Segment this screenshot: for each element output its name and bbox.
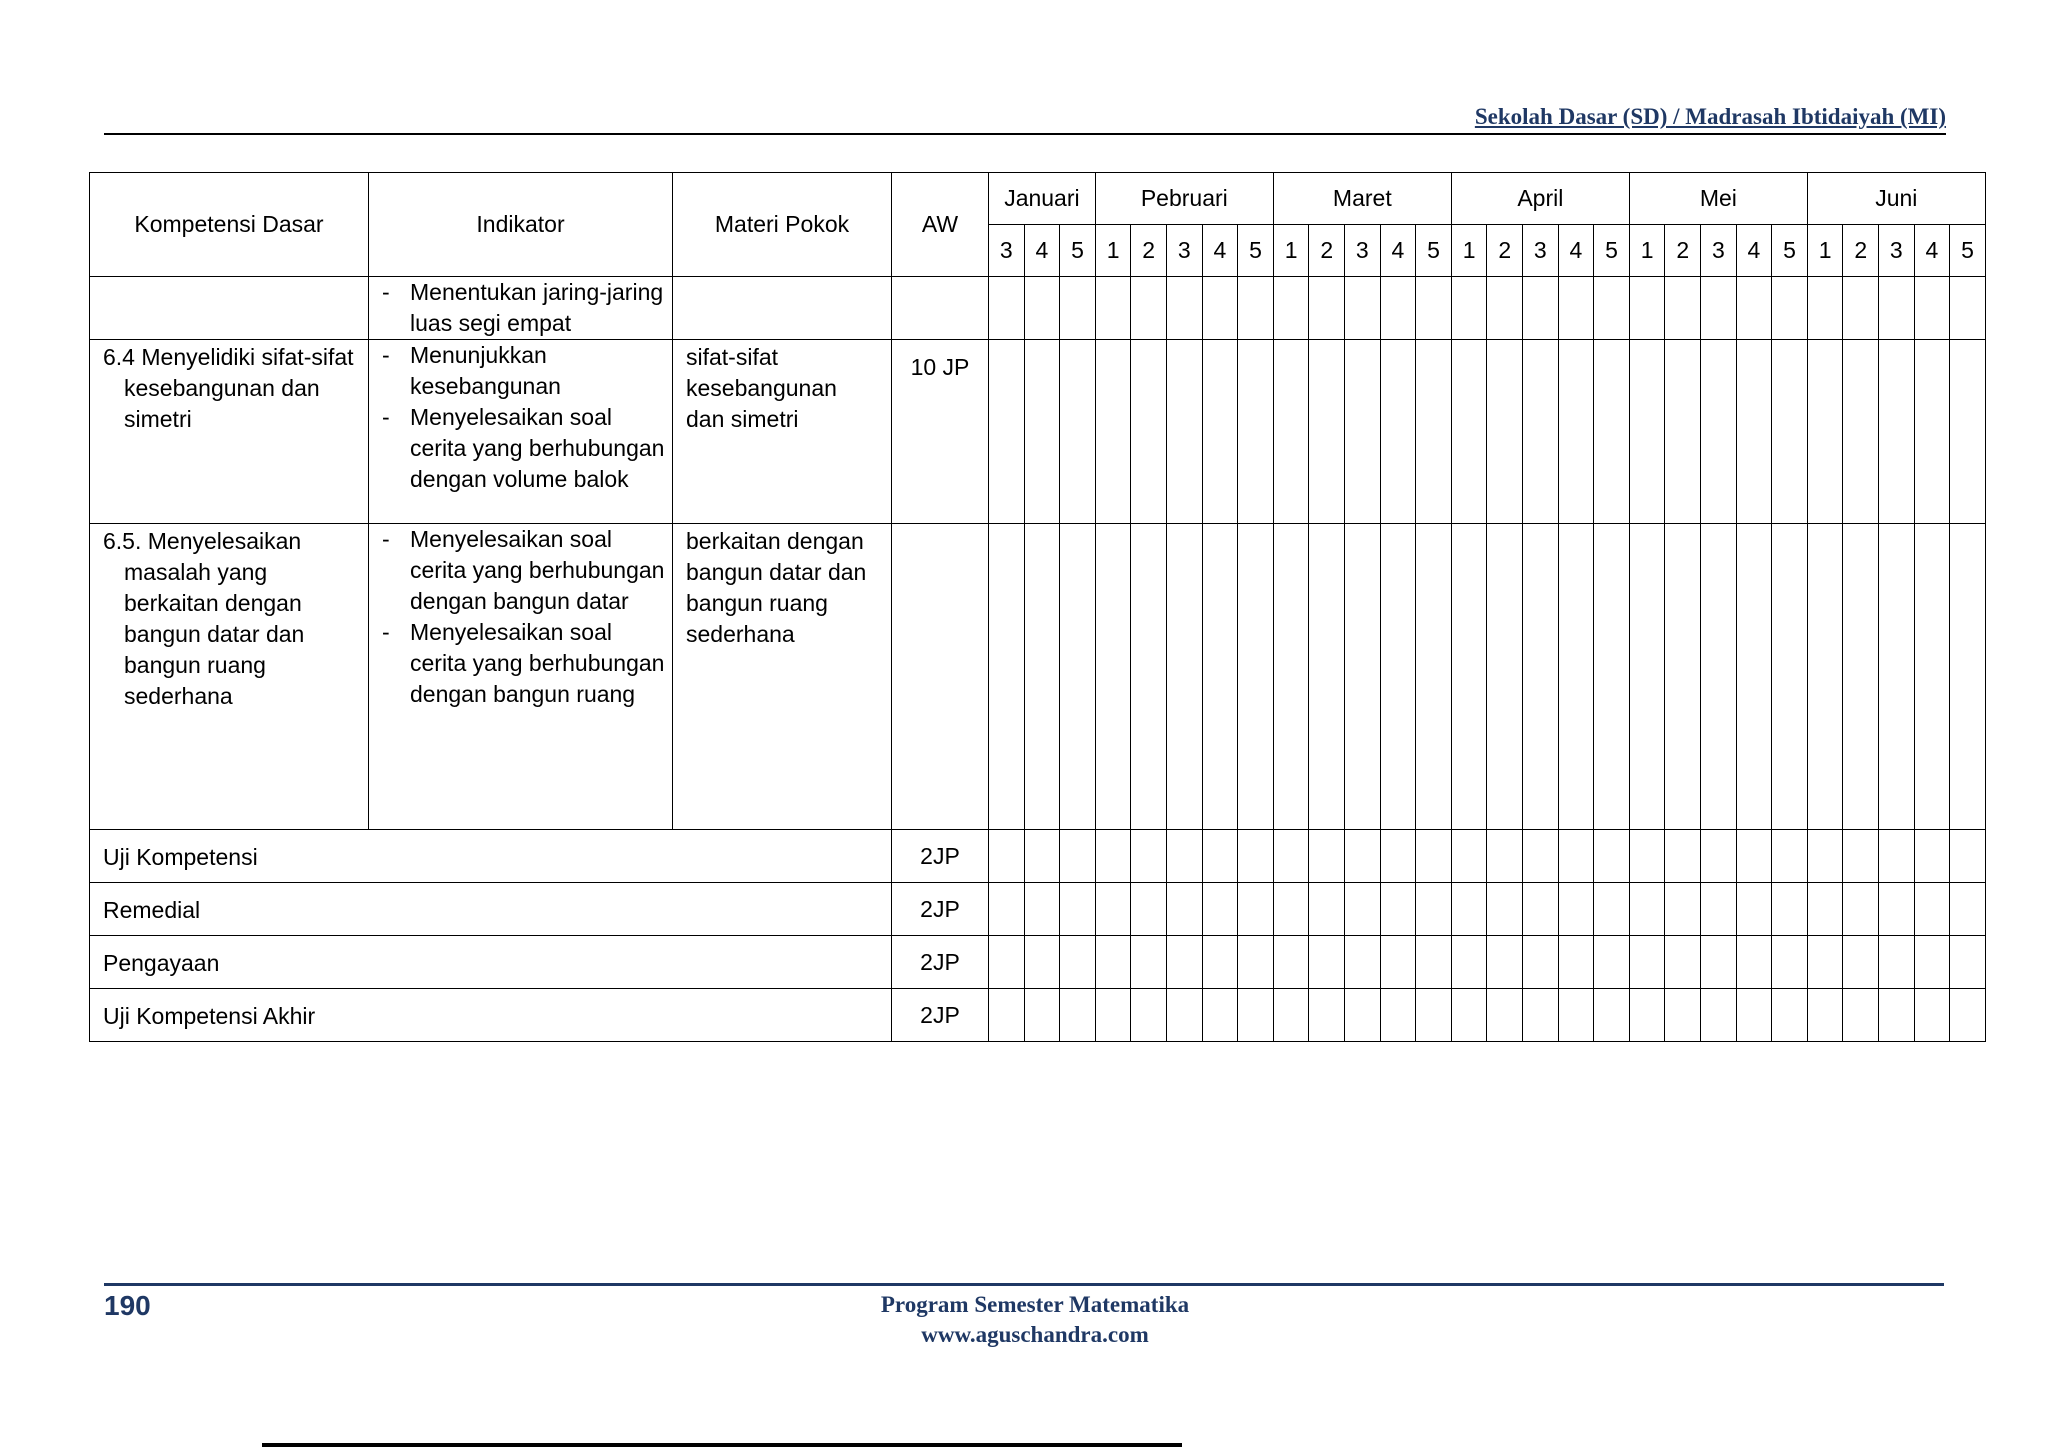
week-cell: [1167, 524, 1203, 830]
week-cell: [1523, 936, 1559, 989]
week-cell: [1736, 524, 1772, 830]
summary-row: [90, 830, 1986, 883]
week-header: 2: [1131, 225, 1167, 277]
week-cell: [1558, 883, 1594, 936]
kompetensi-dasar-cell: [90, 340, 369, 524]
week-cell: [1736, 830, 1772, 883]
week-header: 1: [1629, 225, 1665, 277]
week-cell: [1380, 524, 1416, 830]
week-cell: [1843, 883, 1879, 936]
week-cell: [1736, 883, 1772, 936]
week-header: 1: [1451, 225, 1487, 277]
week-cell: [1273, 340, 1309, 524]
week-header: 2: [1309, 225, 1345, 277]
week-cell: [1345, 883, 1381, 936]
week-header: 4: [1736, 225, 1772, 277]
summary-row: [90, 936, 1986, 989]
week-cell: [1736, 277, 1772, 340]
week-cell: [1167, 883, 1203, 936]
week-cell: [1629, 989, 1665, 1042]
week-cell: [1309, 340, 1345, 524]
week-header: 5: [1416, 225, 1452, 277]
summary-label: Uji Kompetensi: [90, 830, 892, 883]
week-cell: [1487, 989, 1523, 1042]
week-cell: [1345, 989, 1381, 1042]
week-cell: [1167, 830, 1203, 883]
week-cell: [1345, 936, 1381, 989]
week-cell: [1701, 989, 1737, 1042]
week-cell: [1914, 524, 1950, 830]
week-cell: [1095, 883, 1131, 936]
week-cell: [1060, 277, 1096, 340]
indikator-list: [369, 277, 672, 339]
week-cell: [1095, 524, 1131, 830]
indikator-cell: [369, 340, 673, 524]
week-cell: [1416, 936, 1452, 989]
indikator-cell: [369, 524, 673, 830]
week-cell: [1273, 989, 1309, 1042]
indikator-item: - Menyelesaikan soal cerita yang berhubungan dengan bangun ruang: [382, 617, 668, 710]
week-header: 5: [1238, 225, 1274, 277]
week-header: 2: [1843, 225, 1879, 277]
week-cell: [1701, 830, 1737, 883]
week-cell: [1629, 936, 1665, 989]
week-cell: [1807, 524, 1843, 830]
week-cell: [1273, 883, 1309, 936]
week-cell: [1202, 340, 1238, 524]
week-cell: [1273, 830, 1309, 883]
week-cell: [1807, 277, 1843, 340]
week-cell: [1629, 830, 1665, 883]
week-cell: [1345, 340, 1381, 524]
week-cell: [1629, 340, 1665, 524]
week-cell: [1950, 989, 1986, 1042]
week-cell: [1095, 989, 1131, 1042]
week-cell: [1487, 340, 1523, 524]
week-header: 3: [989, 225, 1025, 277]
week-header: 5: [1060, 225, 1096, 277]
week-cell: [1879, 936, 1915, 989]
week-cell: [1202, 524, 1238, 830]
week-cell: [1914, 277, 1950, 340]
week-cell: [1523, 883, 1559, 936]
week-cell: [1309, 883, 1345, 936]
week-cell: [1167, 340, 1203, 524]
week-cell: [1843, 524, 1879, 830]
month-header-juni: Juni: [1807, 173, 1985, 225]
week-cell: [1558, 936, 1594, 989]
week-cell: [1772, 883, 1808, 936]
week-cell: [1879, 340, 1915, 524]
footer-center: [770, 1290, 1300, 1350]
week-cell: [1701, 524, 1737, 830]
materi-pokok-cell: [673, 277, 892, 340]
footer-rule: [104, 1283, 1944, 1286]
table-row: [90, 340, 1986, 524]
kompetensi-dasar-cell: [90, 524, 369, 830]
week-cell: [1095, 830, 1131, 883]
week-cell: [989, 936, 1025, 989]
week-cell: [1060, 936, 1096, 989]
week-cell: [1950, 340, 1986, 524]
week-cell: [1523, 340, 1559, 524]
week-cell: [1202, 936, 1238, 989]
week-header: 4: [1024, 225, 1060, 277]
aw-cell: [892, 277, 989, 340]
indikator-item: - Menyelesaikan soal cerita yang berhubungan dengan volume balok: [382, 402, 668, 495]
week-header: 5: [1772, 225, 1808, 277]
summary-label: Uji Kompetensi Akhir: [90, 989, 892, 1042]
week-cell: [1451, 883, 1487, 936]
week-cell: [1345, 277, 1381, 340]
week-cell: [1131, 340, 1167, 524]
indikator-list: [369, 340, 672, 495]
header-kompetensi-dasar: Kompetensi Dasar: [90, 173, 369, 277]
week-header: 3: [1879, 225, 1915, 277]
summary-label: Pengayaan: [90, 936, 892, 989]
week-cell: [1558, 340, 1594, 524]
week-cell: [1131, 524, 1167, 830]
materi-pokok-text: berkaitan dengan bangun datar dan bangun ruang sederhana: [686, 528, 867, 647]
week-cell: [1416, 989, 1452, 1042]
week-cell: [1665, 936, 1701, 989]
aw-cell: [892, 524, 989, 830]
week-cell: [1879, 883, 1915, 936]
month-header-pebruari: Pebruari: [1095, 173, 1273, 225]
week-cell: [1380, 936, 1416, 989]
week-cell: [1594, 524, 1630, 830]
week-cell: [1950, 936, 1986, 989]
week-cell: [1380, 989, 1416, 1042]
week-cell: [1024, 883, 1060, 936]
week-cell: [1309, 989, 1345, 1042]
table-row: [90, 277, 1986, 340]
week-header: 4: [1914, 225, 1950, 277]
week-cell: [1202, 883, 1238, 936]
week-cell: [1451, 340, 1487, 524]
week-cell: [1131, 277, 1167, 340]
week-cell: [1629, 883, 1665, 936]
document-header-title: Sekolah Dasar (SD) / Madrasah Ibtidaiyah (MI): [1474, 104, 1946, 129]
week-cell: [1950, 883, 1986, 936]
week-cell: [1309, 936, 1345, 989]
program-semester-table: [89, 172, 1986, 1042]
week-cell: [1416, 524, 1452, 830]
week-cell: [1273, 524, 1309, 830]
week-cell: [1665, 524, 1701, 830]
week-cell: [1558, 830, 1594, 883]
indikator-cell: [369, 277, 673, 340]
week-cell: [1202, 830, 1238, 883]
week-cell: [1807, 830, 1843, 883]
footer-title: Program Semester Matematika: [880, 1292, 1190, 1317]
month-header-januari: Januari: [989, 173, 1096, 225]
week-cell: [1523, 277, 1559, 340]
week-cell: [1451, 989, 1487, 1042]
header-aw: AW: [892, 173, 989, 277]
week-cell: [989, 340, 1025, 524]
kompetensi-dasar-cell: [90, 277, 369, 340]
summary-row: [90, 989, 1986, 1042]
week-cell: [1665, 883, 1701, 936]
week-cell: [1665, 277, 1701, 340]
week-cell: [1451, 524, 1487, 830]
week-cell: [1024, 277, 1060, 340]
week-cell: [1380, 277, 1416, 340]
materi-pokok-text: sifat-sifat kesebangunan dan simetri: [686, 344, 837, 432]
week-cell: [1701, 277, 1737, 340]
week-cell: [1736, 340, 1772, 524]
week-cell: [1772, 989, 1808, 1042]
week-cell: [1629, 524, 1665, 830]
week-cell: [1060, 989, 1096, 1042]
week-cell: [1843, 340, 1879, 524]
week-cell: [1024, 524, 1060, 830]
week-cell: [1095, 936, 1131, 989]
week-cell: [1309, 524, 1345, 830]
week-cell: [1238, 936, 1274, 989]
week-cell: [1914, 830, 1950, 883]
week-cell: [1024, 936, 1060, 989]
week-cell: [989, 524, 1025, 830]
week-cell: [1807, 989, 1843, 1042]
week-cell: [1950, 524, 1986, 830]
week-cell: [1487, 936, 1523, 989]
week-cell: [1487, 830, 1523, 883]
week-cell: [1273, 277, 1309, 340]
week-cell: [1701, 936, 1737, 989]
week-cell: [1345, 830, 1381, 883]
week-cell: [1914, 340, 1950, 524]
week-cell: [1914, 989, 1950, 1042]
week-cell: [1807, 340, 1843, 524]
week-cell: [1024, 340, 1060, 524]
week-header: 5: [1594, 225, 1630, 277]
week-cell: [1523, 830, 1559, 883]
week-header: 3: [1345, 225, 1381, 277]
week-cell: [1060, 883, 1096, 936]
header-indikator: Indikator: [369, 173, 673, 277]
week-cell: [1060, 340, 1096, 524]
materi-pokok-cell: [673, 524, 892, 830]
week-cell: [1558, 524, 1594, 830]
week-cell: [1665, 989, 1701, 1042]
aw-cell: 10 JP: [892, 340, 989, 524]
week-header: 3: [1167, 225, 1203, 277]
summary-aw: 2JP: [892, 883, 989, 936]
week-cell: [1273, 936, 1309, 989]
week-cell: [1772, 277, 1808, 340]
week-cell: [1523, 524, 1559, 830]
week-cell: [1879, 989, 1915, 1042]
week-cell: [1950, 830, 1986, 883]
month-header-mei: Mei: [1629, 173, 1807, 225]
week-cell: [1238, 340, 1274, 524]
week-cell: [1487, 277, 1523, 340]
week-cell: [1451, 936, 1487, 989]
week-cell: [1914, 883, 1950, 936]
week-cell: [1558, 277, 1594, 340]
week-header: 5: [1950, 225, 1986, 277]
week-cell: [1167, 989, 1203, 1042]
week-cell: [1416, 340, 1452, 524]
week-cell: [1238, 277, 1274, 340]
kompetensi-dasar-text: 6.4 Menyelidiki sifat-sifat kesebangunan dan simetri: [103, 344, 354, 432]
summary-label: Remedial: [90, 883, 892, 936]
week-cell: [1487, 883, 1523, 936]
week-header: 3: [1701, 225, 1737, 277]
week-cell: [1701, 883, 1737, 936]
week-header: 4: [1380, 225, 1416, 277]
week-cell: [1772, 936, 1808, 989]
week-cell: [1238, 883, 1274, 936]
week-cell: [1879, 524, 1915, 830]
week-cell: [1131, 936, 1167, 989]
week-cell: [1594, 830, 1630, 883]
indikator-item: - Menunjukkan kesebangunan: [382, 340, 668, 402]
week-cell: [1167, 277, 1203, 340]
summary-aw: 2JP: [892, 830, 989, 883]
week-cell: [1807, 936, 1843, 989]
summary-row: [90, 883, 1986, 936]
week-cell: [1843, 936, 1879, 989]
week-cell: [1416, 277, 1452, 340]
week-cell: [1594, 340, 1630, 524]
week-cell: [1131, 989, 1167, 1042]
week-cell: [1950, 277, 1986, 340]
week-cell: [1665, 830, 1701, 883]
week-cell: [1024, 989, 1060, 1042]
week-cell: [989, 277, 1025, 340]
week-cell: [1736, 936, 1772, 989]
week-cell: [1416, 883, 1452, 936]
week-header: 4: [1202, 225, 1238, 277]
month-header-maret: Maret: [1273, 173, 1451, 225]
week-cell: [1843, 277, 1879, 340]
footer-website: www.aguschandra.com: [921, 1322, 1149, 1347]
week-cell: [1879, 830, 1915, 883]
indikator-item: - Menentukan jaring-jaring luas segi empat: [382, 277, 668, 339]
week-cell: [989, 830, 1025, 883]
week-cell: [1131, 830, 1167, 883]
week-cell: [1594, 936, 1630, 989]
week-cell: [1309, 277, 1345, 340]
week-cell: [1736, 989, 1772, 1042]
week-header: 2: [1665, 225, 1701, 277]
week-header: 4: [1558, 225, 1594, 277]
week-cell: [1060, 830, 1096, 883]
summary-aw: 2JP: [892, 989, 989, 1042]
week-cell: [1594, 883, 1630, 936]
week-cell: [1772, 340, 1808, 524]
week-cell: [1024, 830, 1060, 883]
week-cell: [1558, 989, 1594, 1042]
week-cell: [1701, 340, 1737, 524]
week-cell: [1238, 524, 1274, 830]
week-header: 1: [1095, 225, 1131, 277]
week-header: 3: [1523, 225, 1559, 277]
kompetensi-dasar-text: 6.5. Menyelesaikan masalah yang berkaitan dengan bangun datar dan bangun ruang sederhana: [103, 528, 305, 709]
week-cell: [989, 989, 1025, 1042]
page-number: 190: [104, 1290, 151, 1321]
week-cell: [1879, 277, 1915, 340]
week-cell: [1523, 989, 1559, 1042]
week-cell: [1914, 936, 1950, 989]
week-cell: [1843, 989, 1879, 1042]
month-header-april: April: [1451, 173, 1629, 225]
week-cell: [1807, 883, 1843, 936]
week-cell: [1202, 277, 1238, 340]
week-cell: [1772, 524, 1808, 830]
week-cell: [1060, 524, 1096, 830]
week-cell: [1665, 340, 1701, 524]
week-header: 1: [1273, 225, 1309, 277]
week-cell: [1380, 340, 1416, 524]
week-cell: [1594, 277, 1630, 340]
week-cell: [1095, 277, 1131, 340]
header-materi-pokok: Materi Pokok: [673, 173, 892, 277]
week-cell: [1202, 989, 1238, 1042]
week-cell: [1345, 524, 1381, 830]
week-cell: [1238, 989, 1274, 1042]
week-cell: [1238, 830, 1274, 883]
header-rule: [104, 133, 1946, 135]
week-cell: [1594, 989, 1630, 1042]
summary-aw: 2JP: [892, 936, 989, 989]
week-cell: [1095, 340, 1131, 524]
table-row: [90, 524, 1986, 830]
week-cell: [1451, 830, 1487, 883]
week-header: 1: [1807, 225, 1843, 277]
week-cell: [1167, 936, 1203, 989]
materi-pokok-cell: [673, 340, 892, 524]
indikator-list: [369, 524, 672, 710]
week-cell: [1380, 830, 1416, 883]
week-cell: [1416, 830, 1452, 883]
week-cell: [1772, 830, 1808, 883]
week-cell: [1629, 277, 1665, 340]
week-cell: [989, 883, 1025, 936]
bottom-bar: [262, 1443, 1182, 1447]
indikator-item: - Menyelesaikan soal cerita yang berhubungan dengan bangun datar: [382, 524, 668, 617]
week-cell: [1487, 524, 1523, 830]
week-cell: [1309, 830, 1345, 883]
week-cell: [1451, 277, 1487, 340]
week-cell: [1843, 830, 1879, 883]
week-cell: [1380, 883, 1416, 936]
week-header: 2: [1487, 225, 1523, 277]
week-cell: [1131, 883, 1167, 936]
